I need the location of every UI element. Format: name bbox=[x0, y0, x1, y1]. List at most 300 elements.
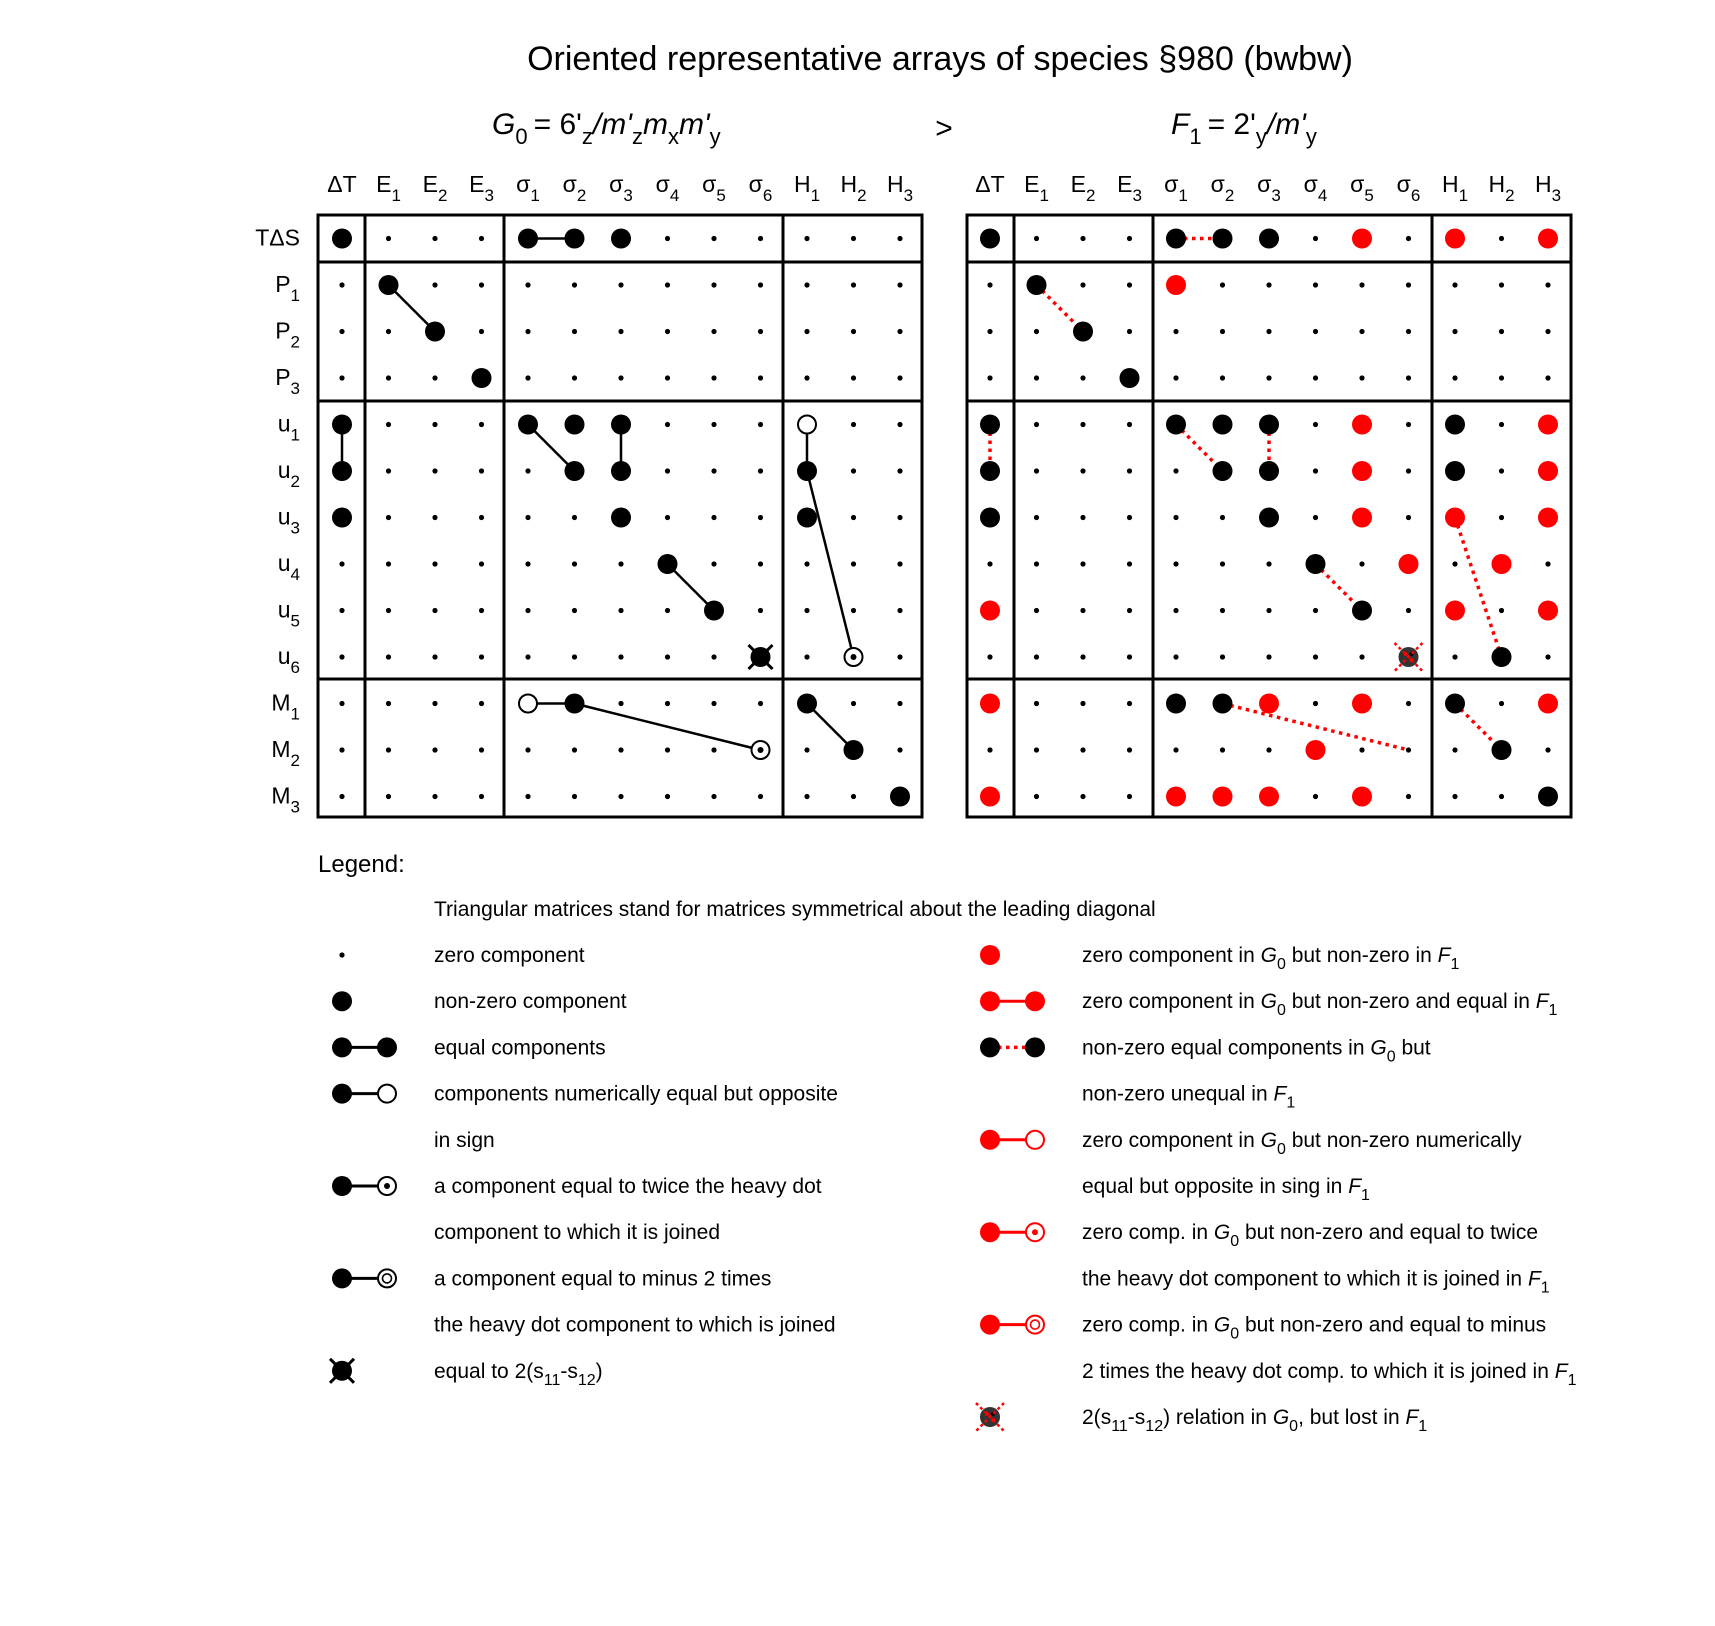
left-matrix-cell bbox=[339, 282, 344, 287]
left-matrix-cell bbox=[618, 375, 623, 380]
left-matrix-cell bbox=[572, 515, 577, 520]
legend-text: 2 times the heavy dot comp. to which it is joined in $F_1$ bbox=[1082, 1359, 1577, 1389]
left-matrix-cell bbox=[386, 794, 391, 799]
left-matrix-cell bbox=[432, 561, 437, 566]
left-matrix-cell bbox=[711, 282, 716, 287]
left-matrix-cell bbox=[611, 229, 631, 249]
left-matrix-cell bbox=[758, 468, 763, 473]
left-matrix-cell bbox=[572, 375, 577, 380]
left-matrix-cell bbox=[479, 236, 484, 241]
right-matrix-cell bbox=[1313, 654, 1318, 659]
left-matrix-cell bbox=[618, 329, 623, 334]
left-matrix-cell bbox=[386, 747, 391, 752]
left-matrix-cell bbox=[479, 561, 484, 566]
right-matrix-cell bbox=[1545, 329, 1550, 334]
legend-symbol-rlost bbox=[976, 1403, 1004, 1431]
right-matrix-cell bbox=[1359, 375, 1364, 380]
left-matrix-cell bbox=[332, 508, 352, 528]
legend-text: non-zero equal components in $G_0$ but bbox=[1082, 1036, 1431, 1066]
right-matrix-cell bbox=[1220, 654, 1225, 659]
left-matrix-cell bbox=[525, 794, 530, 799]
right-matrix-cell bbox=[1213, 694, 1233, 714]
left-matrix-cell bbox=[339, 329, 344, 334]
column-label: $\sigma_1$ bbox=[1164, 171, 1188, 205]
left-matrix-cell bbox=[479, 608, 484, 613]
right-matrix-cell bbox=[1499, 515, 1504, 520]
row-label: TΔS bbox=[255, 224, 300, 251]
left-matrix-cell bbox=[758, 329, 763, 334]
right-matrix-cell bbox=[1359, 654, 1364, 659]
right-matrix-cell bbox=[1220, 329, 1225, 334]
legend-text: zero comp. in $G_0$ but non-zero and equal to twice bbox=[1082, 1221, 1539, 1251]
left-matrix-cell bbox=[758, 794, 763, 799]
row-label: $M_1$ bbox=[271, 689, 300, 724]
left-matrix-cell bbox=[565, 694, 585, 714]
right-matrix-cell bbox=[1406, 794, 1411, 799]
right-matrix-cell bbox=[1213, 461, 1233, 481]
row-label: $P_3$ bbox=[275, 364, 300, 398]
legend-text: zero component in $G_0$ but non-zero numerically bbox=[1082, 1128, 1522, 1158]
right-matrix-cell bbox=[1452, 375, 1457, 380]
left-matrix-cell bbox=[432, 654, 437, 659]
right-matrix-cell bbox=[1499, 701, 1504, 706]
right-matrix-cell bbox=[1127, 515, 1132, 520]
right-matrix-cell bbox=[1313, 468, 1318, 473]
left-matrix-cell bbox=[339, 654, 344, 659]
left-matrix-cell bbox=[851, 561, 856, 566]
column-label: $E_3$ bbox=[469, 171, 494, 205]
column-label: $H_2$ bbox=[840, 171, 867, 205]
right-matrix-cell bbox=[1034, 701, 1039, 706]
right-matrix-cell bbox=[1313, 422, 1318, 427]
left-matrix-cell bbox=[752, 741, 770, 759]
left-matrix-cell bbox=[758, 561, 763, 566]
left-matrix-cell bbox=[432, 422, 437, 427]
right-matrix-cell bbox=[1266, 282, 1271, 287]
right-matrix-cell bbox=[987, 375, 992, 380]
right-matrix-cell bbox=[1545, 561, 1550, 566]
legend-text: non-zero component bbox=[434, 990, 627, 1014]
column-label: $E_2$ bbox=[422, 171, 448, 205]
left-matrix-cell bbox=[758, 608, 763, 613]
left-matrix-cell bbox=[386, 701, 391, 706]
right-matrix-cell bbox=[1406, 747, 1411, 752]
left-matrix-cell bbox=[758, 236, 763, 241]
legend-symbol-requal bbox=[980, 991, 1045, 1011]
right-matrix-cell bbox=[1266, 561, 1271, 566]
right-matrix-cell bbox=[1406, 329, 1411, 334]
right-matrix-cell bbox=[1445, 694, 1465, 714]
left-matrix-cell bbox=[665, 608, 670, 613]
right-matrix-cell bbox=[1499, 608, 1504, 613]
right-matrix-cell bbox=[1259, 229, 1279, 249]
legend-symbol-minus2 bbox=[332, 1268, 396, 1288]
right-matrix-cell bbox=[1166, 694, 1186, 714]
legend-symbol-rtwice bbox=[980, 1222, 1044, 1242]
right-matrix-cell bbox=[1538, 229, 1558, 249]
right-matrix-cell bbox=[1127, 654, 1132, 659]
right-matrix-cell bbox=[987, 654, 992, 659]
left-matrix-cell bbox=[379, 275, 399, 295]
left-matrix-cell bbox=[890, 787, 910, 807]
left-matrix-cell bbox=[432, 515, 437, 520]
legend-right bbox=[976, 944, 1577, 1435]
column-label: $\sigma_6$ bbox=[1396, 171, 1421, 205]
column-label: ΔT bbox=[975, 171, 1005, 197]
right-matrix-cell bbox=[1545, 375, 1550, 380]
left-matrix-cell bbox=[758, 701, 763, 706]
right-matrix-cell bbox=[1266, 747, 1271, 752]
left-matrix-cell bbox=[665, 375, 670, 380]
column-label: $\sigma_3$ bbox=[609, 171, 633, 205]
right-matrix-cell bbox=[1492, 554, 1512, 574]
row-label: $u_1$ bbox=[277, 410, 300, 445]
right-matrix-cell bbox=[1080, 747, 1085, 752]
left-matrix-cell bbox=[518, 415, 538, 435]
left-matrix-cell bbox=[479, 701, 484, 706]
right-matrix-cell bbox=[1166, 787, 1186, 807]
left-matrix-cell bbox=[572, 282, 577, 287]
right-matrix-cell bbox=[1259, 415, 1279, 435]
right-matrix-cell bbox=[1034, 422, 1039, 427]
legend-symbol-ropp bbox=[980, 1130, 1044, 1150]
right-matrix-cell bbox=[1406, 701, 1411, 706]
right-matrix-cell bbox=[987, 747, 992, 752]
left-matrix-link bbox=[807, 471, 854, 657]
left-matrix-cell bbox=[844, 740, 864, 760]
right-matrix-cell bbox=[1127, 236, 1132, 241]
legend-text: component to which it is joined bbox=[434, 1221, 720, 1245]
column-label: $H_2$ bbox=[1488, 171, 1515, 205]
right-matrix-cell bbox=[1213, 787, 1233, 807]
right-matrix-cell bbox=[1034, 515, 1039, 520]
left-matrix-cell bbox=[897, 701, 902, 706]
left-matrix-cell bbox=[525, 561, 530, 566]
right-matrix-cell bbox=[1499, 422, 1504, 427]
left-matrix-cell bbox=[611, 461, 631, 481]
right-matrix-cell bbox=[1538, 415, 1558, 435]
right-matrix-cell bbox=[1080, 794, 1085, 799]
left-matrix-cell bbox=[572, 654, 577, 659]
right-matrix-link bbox=[1455, 518, 1502, 658]
left-matrix-cell bbox=[618, 654, 623, 659]
left-matrix-cell bbox=[851, 515, 856, 520]
right-matrix-cell bbox=[1538, 508, 1558, 528]
right-matrix-cell bbox=[1127, 747, 1132, 752]
right-matrix-cell bbox=[980, 229, 1000, 249]
left-matrix-cell bbox=[518, 229, 538, 249]
left-matrix-cell bbox=[897, 422, 902, 427]
column-label: $\sigma_1$ bbox=[516, 171, 540, 205]
column-label: ΔT bbox=[327, 171, 357, 197]
right-matrix-cell bbox=[1259, 508, 1279, 528]
legend-text: in sign bbox=[434, 1128, 495, 1152]
right-matrix-cell bbox=[1445, 461, 1465, 481]
right-matrix-cell bbox=[980, 787, 1000, 807]
left-matrix-cell bbox=[665, 701, 670, 706]
left-matrix-cell bbox=[565, 461, 585, 481]
right-matrix-cell bbox=[1166, 229, 1186, 249]
right-matrix-cell bbox=[1406, 422, 1411, 427]
right-matrix-cell bbox=[1352, 461, 1372, 481]
left-matrix-cell bbox=[711, 422, 716, 427]
left-matrix-cell bbox=[339, 701, 344, 706]
right-matrix-cell bbox=[1452, 561, 1457, 566]
right-matrix-cell bbox=[1492, 740, 1512, 760]
legend-symbol-rminus2 bbox=[980, 1315, 1044, 1335]
left-matrix-cell bbox=[797, 508, 817, 528]
right-matrix-cell bbox=[1080, 422, 1085, 427]
left-matrix-cell bbox=[525, 329, 530, 334]
left-matrix-cell bbox=[897, 515, 902, 520]
right-matrix-cell bbox=[1127, 282, 1132, 287]
right-matrix-cell bbox=[1080, 468, 1085, 473]
column-label: $E_1$ bbox=[376, 171, 401, 205]
legend-note: Triangular matrices stand for matrices symmetrical about the leading diagonal bbox=[434, 898, 1156, 921]
left-matrix-cell bbox=[386, 329, 391, 334]
right-matrix-cell bbox=[1034, 236, 1039, 241]
left-matrix-cell bbox=[711, 329, 716, 334]
row-label: $u_6$ bbox=[277, 643, 300, 677]
right-matrix-cell bbox=[980, 694, 1000, 714]
right-matrix-cell bbox=[1173, 375, 1178, 380]
left-matrix-cell bbox=[897, 236, 902, 241]
left-matrix-cell bbox=[332, 415, 352, 435]
right-matrix-cell bbox=[1538, 461, 1558, 481]
right-matrix-cell bbox=[1445, 229, 1465, 249]
left-matrix-cell bbox=[897, 468, 902, 473]
column-label: $\sigma_4$ bbox=[655, 171, 680, 205]
legend-symbol-nonzero bbox=[332, 991, 352, 1011]
left-matrix-cell bbox=[897, 654, 902, 659]
left-matrix-cell bbox=[339, 608, 344, 613]
left-matrix-cell bbox=[804, 794, 809, 799]
right-matrix-cell bbox=[1352, 787, 1372, 807]
column-label: $\sigma_5$ bbox=[1350, 171, 1374, 205]
right-matrix-cell bbox=[1034, 468, 1039, 473]
left-matrix-links bbox=[342, 239, 854, 751]
left-matrix-cell bbox=[658, 554, 678, 574]
right-matrix-cell bbox=[1313, 375, 1318, 380]
column-label: $\sigma_6$ bbox=[748, 171, 773, 205]
left-matrix-cell bbox=[845, 648, 863, 666]
right-matrix-cell bbox=[1406, 608, 1411, 613]
right-matrix-cell bbox=[1220, 561, 1225, 566]
right-matrix-cell bbox=[1359, 747, 1364, 752]
right-matrix-cell bbox=[1080, 561, 1085, 566]
left-matrix-cell bbox=[479, 654, 484, 659]
left-matrix-cell bbox=[519, 695, 537, 713]
right-matrix-cell bbox=[1499, 375, 1504, 380]
left-matrix-cell bbox=[479, 282, 484, 287]
legend-symbol-rdot bbox=[980, 1037, 1045, 1057]
right-matrix-cell bbox=[1259, 787, 1279, 807]
right-matrix-cell bbox=[1406, 282, 1411, 287]
right-matrix-cell bbox=[1352, 415, 1372, 435]
right-matrix-cell bbox=[1080, 654, 1085, 659]
left-matrix-cell bbox=[425, 322, 445, 342]
right-matrix-cell bbox=[1492, 647, 1512, 667]
legend-text: a component equal to minus 2 times bbox=[434, 1267, 772, 1291]
left-matrix-cell bbox=[665, 422, 670, 427]
left-matrix-cell bbox=[711, 236, 716, 241]
legend-text: a component equal to twice the heavy dot bbox=[434, 1175, 822, 1198]
left-matrix-cell bbox=[472, 368, 492, 388]
right-matrix-cell bbox=[1220, 282, 1225, 287]
diagram-title: Oriented representative arrays of species §980 (bwbw) bbox=[527, 40, 1353, 78]
left-matrix-cell bbox=[432, 236, 437, 241]
right-matrix-cell bbox=[1313, 236, 1318, 241]
right-matrix-cell bbox=[987, 561, 992, 566]
left-matrix-cell bbox=[665, 515, 670, 520]
left-matrix-cell bbox=[665, 236, 670, 241]
left-matrix-cell bbox=[758, 375, 763, 380]
left-matrix-cell bbox=[339, 561, 344, 566]
right-matrix-cell bbox=[1445, 601, 1465, 621]
right-matrix-cell bbox=[1034, 747, 1039, 752]
left-matrix-cell bbox=[386, 375, 391, 380]
right-matrix-cell bbox=[1538, 787, 1558, 807]
legend-text: non-zero unequal in $F_1$ bbox=[1082, 1082, 1296, 1112]
left-matrix-cell bbox=[432, 701, 437, 706]
left-matrix-cell bbox=[851, 329, 856, 334]
left-matrix-link bbox=[575, 704, 761, 751]
left-matrix-cell bbox=[665, 329, 670, 334]
row-label: $M_3$ bbox=[271, 782, 300, 817]
right-matrix-cell bbox=[1034, 608, 1039, 613]
right-matrix-cell bbox=[1034, 329, 1039, 334]
right-matrix-cell bbox=[1259, 461, 1279, 481]
left-matrix-cell bbox=[525, 375, 530, 380]
right-matrix-cell bbox=[1220, 515, 1225, 520]
right-matrix-cell bbox=[1073, 322, 1093, 342]
right-matrix-cell bbox=[1173, 329, 1178, 334]
left-matrix-cell bbox=[525, 282, 530, 287]
left-matrix-cell bbox=[386, 654, 391, 659]
left-matrix-cell bbox=[386, 236, 391, 241]
right-matrix-cell bbox=[1220, 375, 1225, 380]
right-matrix-cell bbox=[1452, 654, 1457, 659]
right-matrix-cell bbox=[1359, 329, 1364, 334]
column-label: $\sigma_3$ bbox=[1257, 171, 1281, 205]
left-matrix-cell bbox=[479, 468, 484, 473]
legend-symbol-equal bbox=[332, 1037, 397, 1057]
right-matrix-cell bbox=[1545, 282, 1550, 287]
right-matrix-cell bbox=[1406, 375, 1411, 380]
right-matrix-cell bbox=[1120, 368, 1140, 388]
left-matrix-cell bbox=[432, 375, 437, 380]
legend-symbol-opp bbox=[332, 1084, 396, 1104]
left-matrix-cell bbox=[804, 236, 809, 241]
right-matrix-cell bbox=[1080, 375, 1085, 380]
legend-heading: Legend: bbox=[318, 851, 405, 878]
left-matrix-cell bbox=[479, 329, 484, 334]
right-matrix-cell bbox=[1166, 275, 1186, 295]
right-matrix-cell bbox=[1313, 515, 1318, 520]
left-matrix-cell bbox=[711, 561, 716, 566]
left-matrix-cell bbox=[572, 608, 577, 613]
left-matrix-cell bbox=[897, 561, 902, 566]
right-matrix-cell bbox=[1359, 561, 1364, 566]
left-matrix-cell bbox=[618, 794, 623, 799]
left-matrix-cell bbox=[386, 468, 391, 473]
left-matrix-cell bbox=[565, 229, 585, 249]
right-matrix-cell bbox=[1173, 747, 1178, 752]
right-matrix-cell bbox=[1266, 329, 1271, 334]
right-matrix-cell bbox=[1352, 694, 1372, 714]
right-matrix-cell bbox=[1313, 794, 1318, 799]
left-matrix-cell bbox=[851, 282, 856, 287]
left-matrix-cell bbox=[339, 375, 344, 380]
right-matrix-cell bbox=[1027, 275, 1047, 295]
column-labels bbox=[327, 171, 1561, 205]
right-matrix-cell bbox=[1034, 561, 1039, 566]
legend-text: equal to $2(s_{11}-s_{12})$ bbox=[434, 1359, 603, 1389]
right-matrix-cell bbox=[1173, 654, 1178, 659]
left-matrix-cell bbox=[432, 608, 437, 613]
right-matrix-cell bbox=[1173, 515, 1178, 520]
left-matrix-cell bbox=[611, 415, 631, 435]
right-matrix-cell bbox=[1452, 282, 1457, 287]
left-matrix-cell bbox=[386, 422, 391, 427]
column-label: $E_2$ bbox=[1070, 171, 1096, 205]
left-matrix-cell bbox=[711, 515, 716, 520]
left-matrix-cell bbox=[572, 794, 577, 799]
right-matrix-cell bbox=[1080, 515, 1085, 520]
column-label: $E_1$ bbox=[1024, 171, 1049, 205]
legend-symbol-zero bbox=[339, 952, 344, 957]
row-label: $u_3$ bbox=[277, 503, 300, 538]
left-matrix-cell bbox=[804, 561, 809, 566]
right-matrix-cell bbox=[1406, 515, 1411, 520]
legend-left bbox=[330, 944, 838, 1389]
right-matrix-cell bbox=[1352, 508, 1372, 528]
right-matrix-cell bbox=[1538, 694, 1558, 714]
row-label: $M_2$ bbox=[271, 736, 300, 770]
left-matrix-cell bbox=[711, 701, 716, 706]
left-matrix-cell bbox=[525, 654, 530, 659]
left-matrix-cell bbox=[572, 561, 577, 566]
right-matrix-cell bbox=[1220, 608, 1225, 613]
left-matrix-cell bbox=[525, 747, 530, 752]
legend-symbol-rzero bbox=[980, 945, 1000, 965]
right-matrix-cell bbox=[1306, 554, 1326, 574]
right-matrix-cell bbox=[1352, 601, 1372, 621]
right-matrix-cell bbox=[1499, 468, 1504, 473]
right-matrix-cell bbox=[1127, 794, 1132, 799]
left-matrix-cell bbox=[704, 601, 724, 621]
left-matrix-cell bbox=[711, 654, 716, 659]
left-matrix-cell bbox=[339, 794, 344, 799]
right-matrix-cell bbox=[1313, 701, 1318, 706]
left-matrix-cell bbox=[804, 329, 809, 334]
left-matrix-cell bbox=[897, 282, 902, 287]
left-matrix-cell bbox=[758, 515, 763, 520]
left-matrix-cell bbox=[525, 468, 530, 473]
column-label: $E_3$ bbox=[1117, 171, 1142, 205]
column-label: $H_1$ bbox=[1441, 171, 1469, 205]
left-matrix-cell bbox=[386, 561, 391, 566]
left-matrix-cell bbox=[804, 747, 809, 752]
left-matrix-cell bbox=[804, 654, 809, 659]
legend-text: equal but opposite in sing in $F_1$ bbox=[1082, 1175, 1370, 1204]
right-matrix-cell bbox=[1452, 329, 1457, 334]
right-matrix-cell bbox=[1499, 794, 1504, 799]
left-matrix-cell bbox=[618, 701, 623, 706]
left-matrix-cell bbox=[665, 794, 670, 799]
right-matrix-links bbox=[990, 239, 1502, 751]
right-matrix-cell bbox=[1080, 701, 1085, 706]
